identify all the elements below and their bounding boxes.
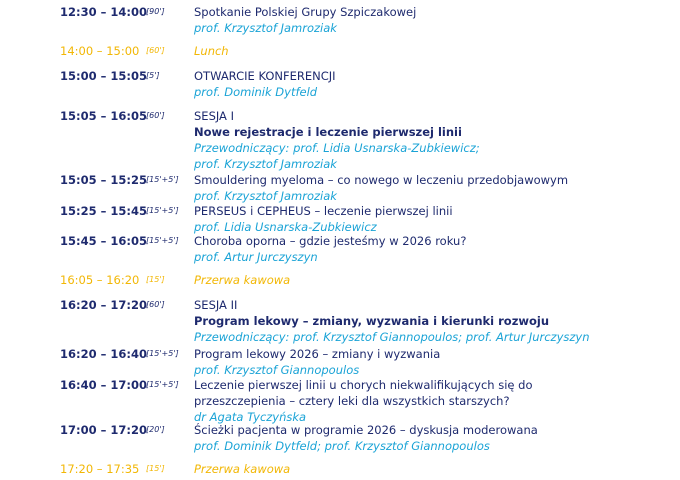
agenda-title: Choroba oporna – gdzie jesteśmy w 2026 roku? xyxy=(194,234,467,248)
agenda-duration: [60'] xyxy=(146,46,165,55)
agenda-title: Przerwa kawowa xyxy=(194,273,291,287)
agenda-time: 15:45 – 16:05 xyxy=(60,234,147,248)
agenda-duration: [5'] xyxy=(146,71,160,80)
agenda-duration: [60'] xyxy=(146,111,165,120)
agenda-speaker: prof. Dominik Dytfeld; prof. Krzysztof Giannopoulos xyxy=(194,439,490,453)
agenda-title: Program lekowy 2026 – zmiany i wyzwania xyxy=(194,347,441,361)
agenda-title: PERSEUS i CEPHEUS – leczenie pierwszej linii xyxy=(194,204,453,218)
agenda-title-continued: przeszczepienia – cztery leki dla wszystkich starszych? xyxy=(194,394,510,408)
session-label: SESJA II xyxy=(194,298,238,312)
session-chairs: Przewodniczący: prof. Lidia Usnarska-Zubkiewicz; xyxy=(194,141,480,155)
agenda-time: 15:05 – 15:25 xyxy=(60,173,147,187)
agenda-time: 17:00 – 17:20 xyxy=(60,423,147,437)
agenda-duration: [15'] xyxy=(146,464,165,473)
agenda-speaker: prof. Krzysztof Giannopoulos xyxy=(194,363,360,377)
agenda-duration: [20'] xyxy=(146,425,165,434)
agenda-time: 16:20 – 17:20 xyxy=(60,298,147,312)
agenda-duration: [15'+5'] xyxy=(146,380,179,389)
agenda-duration: [15'+5'] xyxy=(146,175,179,184)
agenda-title: Leczenie pierwszej linii u chorych niekwalifikujących się do xyxy=(194,378,533,392)
agenda-duration: [90'] xyxy=(146,7,165,16)
agenda-title: Lunch xyxy=(194,44,229,58)
session-chairs: Przewodniczący: prof. Krzysztof Giannopoulos; prof. Artur Jurczyszyn xyxy=(194,330,590,344)
agenda-time: 15:25 – 15:45 xyxy=(60,204,147,218)
agenda-title: Smouldering myeloma – co nowego w leczeniu przedobjawowym xyxy=(194,173,569,187)
agenda-time: 15:00 – 15:05 xyxy=(60,69,147,83)
agenda-time: 16:40 – 17:00 xyxy=(60,378,147,392)
agenda-speaker: dr Agata Tyczyńska xyxy=(194,410,307,424)
agenda-duration: [15'+5'] xyxy=(146,206,179,215)
session-chairs: prof. Krzysztof Jamroziak xyxy=(194,157,337,171)
agenda-speaker: prof. Artur Jurczyszyn xyxy=(194,250,318,264)
agenda-title: OTWARCIE KONFERENCJI xyxy=(194,69,336,83)
agenda-duration: [15'+5'] xyxy=(146,349,179,358)
agenda-time: 14:00 – 15:00 xyxy=(60,44,140,58)
agenda-duration: [15'+5'] xyxy=(146,236,179,245)
agenda-time: 15:05 – 16:05 xyxy=(60,109,147,123)
agenda-time: 16:20 – 16:40 xyxy=(60,347,147,361)
agenda-speaker: prof. Lidia Usnarska-Zubkiewicz xyxy=(194,220,377,234)
agenda-time: 12:30 – 14:00 xyxy=(60,5,147,19)
session-label: SESJA I xyxy=(194,109,234,123)
agenda-title: Ścieżki pacjenta w programie 2026 – dyskusja moderowana xyxy=(194,423,538,437)
agenda-title: Spotkanie Polskiej Grupy Szpiczakowej xyxy=(194,5,417,19)
agenda-speaker: prof. Krzysztof Jamroziak xyxy=(194,21,337,35)
agenda-time: 17:20 – 17:35 xyxy=(60,462,140,476)
agenda-speaker: prof. Dominik Dytfeld xyxy=(194,85,318,99)
agenda-time: 16:05 – 16:20 xyxy=(60,273,140,287)
agenda-duration: [15'] xyxy=(146,275,165,284)
agenda-duration: [60'] xyxy=(146,300,165,309)
agenda-title: Program lekowy – zmiany, wyzwania i kierunki rozwoju xyxy=(194,314,550,328)
agenda-title: Przerwa kawowa xyxy=(194,462,291,476)
agenda-speaker: prof. Krzysztof Jamroziak xyxy=(194,189,337,203)
agenda-title: Nowe rejestracje i leczenie pierwszej linii xyxy=(194,125,462,139)
